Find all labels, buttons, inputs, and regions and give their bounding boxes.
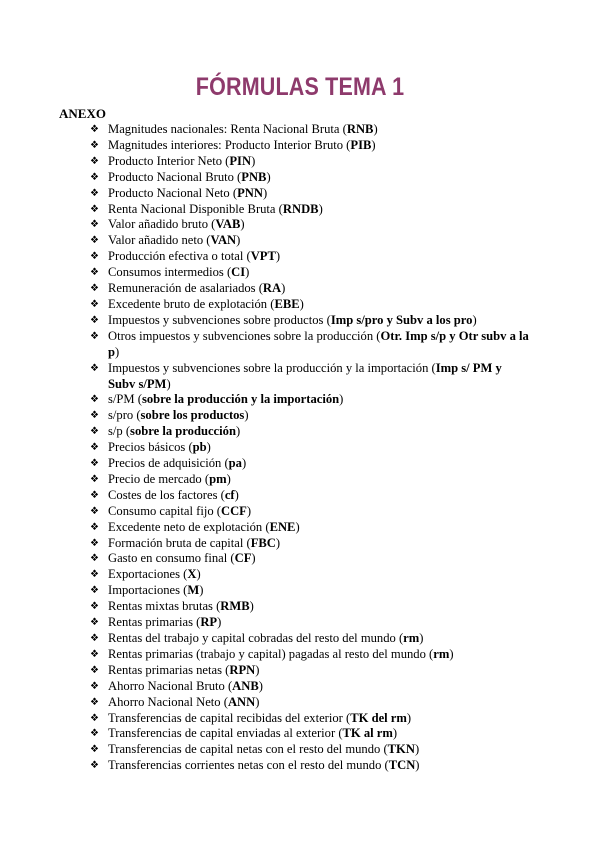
diamond-bullet-icon: ❖ bbox=[90, 585, 99, 597]
diamond-bullet-icon: ❖ bbox=[90, 473, 99, 485]
item-close-paren: ) bbox=[234, 487, 239, 502]
item-abbreviation: ENE bbox=[269, 519, 296, 534]
item-close-paren: ) bbox=[275, 535, 281, 550]
diamond-bullet-icon: ❖ bbox=[90, 362, 99, 374]
diamond-bullet-icon: ❖ bbox=[90, 633, 99, 644]
list-item bbox=[90, 138, 530, 154]
diamond-bullet-icon: ❖ bbox=[90, 298, 99, 310]
item-abbreviation: CF bbox=[234, 551, 252, 566]
item-abbreviation: FBC bbox=[250, 535, 276, 550]
item-text: Otros impuestos y subvenciones sobre la producción ( bbox=[108, 328, 381, 343]
diamond-bullet-icon: ❖ bbox=[90, 617, 99, 629]
item-text: Formación bruta de capital ( bbox=[108, 535, 251, 550]
list-item bbox=[90, 536, 530, 552]
item-close-paren: ) bbox=[275, 249, 281, 264]
item-abbreviation: TCN bbox=[388, 758, 416, 773]
list-item bbox=[90, 281, 530, 297]
item-text: Impuestos y subvenciones sobre la producción y la importación ( bbox=[108, 360, 436, 375]
diamond-bullet-icon: ❖ bbox=[90, 283, 99, 295]
item-text: Rentas primarias netas ( bbox=[108, 662, 230, 677]
list-item bbox=[90, 440, 530, 456]
item-abbreviation: pm bbox=[209, 471, 227, 486]
list-item bbox=[90, 233, 530, 249]
list-item bbox=[90, 758, 530, 774]
list-item bbox=[90, 520, 530, 536]
diamond-bullet-icon: ❖ bbox=[90, 203, 99, 215]
item-close-paren: ) bbox=[245, 265, 250, 280]
list-item bbox=[90, 615, 530, 631]
item-text: Importaciones ( bbox=[108, 583, 188, 598]
list-item bbox=[90, 504, 530, 520]
item-close-paren: ) bbox=[339, 392, 344, 407]
list-item bbox=[90, 361, 530, 393]
item-abbreviation: Otr. Imp s/p y Otr subv a la p bbox=[108, 328, 529, 359]
list-item bbox=[90, 202, 530, 218]
item-abbreviation: pb bbox=[192, 440, 207, 455]
list-item bbox=[90, 297, 530, 313]
list-item bbox=[90, 265, 530, 281]
list-item bbox=[90, 217, 530, 233]
item-abbreviation: TK del rm bbox=[350, 710, 407, 725]
item-text: Magnitudes interiores: Producto Interior Bruto ( bbox=[108, 137, 351, 152]
item-text: s/p ( bbox=[108, 424, 131, 439]
item-text: Producción efectiva o total ( bbox=[108, 249, 251, 264]
item-close-paren: ) bbox=[258, 678, 263, 693]
item-close-paren: ) bbox=[255, 662, 260, 677]
item-text: Impuestos y subvenciones sobre productos ( bbox=[108, 312, 331, 327]
list-item bbox=[90, 122, 530, 138]
list-item bbox=[90, 424, 530, 440]
item-text: Ahorro Nacional Bruto ( bbox=[108, 678, 233, 693]
diamond-bullet-icon: ❖ bbox=[90, 171, 99, 183]
diamond-bullet-icon: ❖ bbox=[90, 712, 99, 724]
list-item bbox=[90, 154, 530, 170]
list-item bbox=[90, 488, 530, 504]
item-abbreviation: RP bbox=[200, 615, 218, 630]
diamond-bullet-icon: ❖ bbox=[90, 569, 99, 581]
item-text: Rentas primarias ( bbox=[108, 615, 201, 630]
diamond-bullet-icon: ❖ bbox=[90, 744, 99, 756]
item-close-paren: ) bbox=[419, 631, 424, 645]
list-item bbox=[90, 392, 530, 408]
item-abbreviation: VPT bbox=[250, 249, 276, 264]
diamond-bullet-icon: ❖ bbox=[90, 124, 99, 135]
item-abbreviation: PNN bbox=[237, 185, 263, 200]
item-text: Consumos intermedios ( bbox=[108, 265, 232, 280]
item-abbreviation: Imp s/ PM y Subv s/PM bbox=[108, 360, 502, 391]
item-text: Producto Nacional Neto ( bbox=[108, 185, 238, 200]
item-text: Exportaciones ( bbox=[108, 567, 188, 582]
diamond-bullet-icon: ❖ bbox=[90, 696, 99, 708]
item-close-paren: ) bbox=[236, 233, 241, 248]
diamond-bullet-icon: ❖ bbox=[90, 728, 99, 740]
item-abbreviation: PNB bbox=[241, 169, 267, 184]
item-text: Ahorro Nacional Neto ( bbox=[108, 694, 228, 709]
item-text: Precio de mercado ( bbox=[108, 471, 210, 486]
item-text: Transferencias de capital recibidas del exterior ( bbox=[108, 710, 351, 725]
diamond-bullet-icon: ❖ bbox=[90, 458, 99, 470]
item-abbreviation: rm bbox=[433, 646, 450, 661]
item-close-paren: ) bbox=[241, 456, 247, 471]
diamond-bullet-icon: ❖ bbox=[90, 442, 99, 454]
item-close-paren: ) bbox=[251, 153, 256, 168]
diamond-bullet-icon: ❖ bbox=[90, 267, 99, 279]
item-close-paren: ) bbox=[166, 376, 171, 391]
list-item bbox=[90, 742, 530, 758]
item-abbreviation: sobre la producción bbox=[130, 424, 236, 439]
item-abbreviation: VAB bbox=[215, 217, 241, 232]
item-abbreviation: TKN bbox=[387, 742, 415, 757]
item-text: s/pro ( bbox=[108, 408, 141, 423]
item-text: Gasto en consumo final ( bbox=[108, 551, 235, 566]
diamond-bullet-icon: ❖ bbox=[90, 648, 99, 660]
item-abbreviation: RNDB bbox=[282, 201, 319, 216]
diamond-bullet-icon: ❖ bbox=[90, 251, 99, 263]
list-item bbox=[90, 551, 530, 567]
item-close-paren: ) bbox=[266, 169, 271, 184]
item-abbreviation: CCF bbox=[220, 503, 247, 518]
item-close-paren: ) bbox=[226, 471, 231, 486]
item-close-paren: ) bbox=[415, 758, 420, 773]
item-close-paren: ) bbox=[414, 742, 420, 757]
item-text: Transferencias de capital netas con el resto del mundo ( bbox=[108, 742, 388, 757]
item-text: Rentas primarias (trabajo y capital) pagadas al resto del mundo ( bbox=[108, 646, 434, 661]
item-text: Producto Interior Neto ( bbox=[108, 153, 230, 168]
item-abbreviation: RA bbox=[262, 281, 282, 296]
item-abbreviation: PIN bbox=[229, 153, 252, 168]
item-close-paren: ) bbox=[240, 217, 245, 232]
item-text: Precios básicos ( bbox=[108, 440, 193, 455]
item-text: Excedente bruto de explotación ( bbox=[108, 296, 275, 311]
item-close-paren: ) bbox=[196, 567, 201, 582]
item-text: Excedente neto de explotación ( bbox=[108, 519, 270, 534]
item-text: Transferencias de capital enviadas al exterior ( bbox=[108, 726, 343, 741]
item-close-paren: ) bbox=[206, 440, 211, 455]
diamond-bullet-icon: ❖ bbox=[90, 553, 99, 565]
item-abbreviation: M bbox=[187, 583, 200, 598]
list-item bbox=[90, 647, 530, 663]
list-item bbox=[90, 329, 530, 361]
list-item bbox=[90, 695, 530, 711]
list-item bbox=[90, 170, 530, 186]
diamond-bullet-icon: ❖ bbox=[90, 537, 99, 549]
item-abbreviation: ANB bbox=[232, 678, 259, 693]
item-close-paren: ) bbox=[199, 583, 204, 598]
diamond-bullet-icon: ❖ bbox=[90, 330, 99, 342]
diamond-bullet-icon: ❖ bbox=[90, 489, 99, 501]
item-close-paren: ) bbox=[472, 312, 477, 327]
diamond-bullet-icon: ❖ bbox=[90, 760, 99, 772]
item-text: Remuneración de asalariados ( bbox=[108, 281, 263, 296]
list-item bbox=[90, 472, 530, 488]
list-item bbox=[90, 313, 530, 329]
item-close-paren: ) bbox=[373, 122, 378, 136]
list-item bbox=[90, 679, 530, 695]
item-text: Costes de los factores ( bbox=[108, 487, 225, 502]
list-item bbox=[90, 599, 530, 615]
list-item bbox=[90, 186, 530, 202]
item-close-paren: ) bbox=[235, 424, 241, 439]
item-abbreviation: X bbox=[187, 567, 197, 582]
diamond-bullet-icon: ❖ bbox=[90, 235, 99, 247]
item-text: Valor añadido neto ( bbox=[108, 233, 211, 248]
diamond-bullet-icon: ❖ bbox=[90, 219, 99, 231]
diamond-bullet-icon: ❖ bbox=[90, 426, 99, 438]
item-abbreviation: PIB bbox=[350, 137, 372, 152]
list-item bbox=[90, 663, 530, 679]
item-close-paren: ) bbox=[295, 519, 300, 534]
item-close-paren: ) bbox=[217, 615, 222, 630]
diamond-bullet-icon: ❖ bbox=[90, 521, 99, 533]
item-text: Rentas del trabajo y capital cobradas del resto del mundo ( bbox=[108, 631, 404, 645]
list-item bbox=[90, 249, 530, 265]
item-text: s/PM ( bbox=[108, 392, 142, 407]
item-close-paren: ) bbox=[406, 710, 412, 725]
list-item bbox=[90, 631, 530, 647]
item-text: Rentas mixtas brutas ( bbox=[108, 599, 221, 614]
item-abbreviation: cf bbox=[224, 487, 235, 502]
item-text: Magnitudes nacionales: Renta Nacional Bruta ( bbox=[108, 122, 347, 136]
section-heading: ANEXO bbox=[59, 106, 106, 121]
item-abbreviation: TK al rm bbox=[342, 726, 393, 741]
item-close-paren: ) bbox=[251, 551, 256, 566]
item-close-paren: ) bbox=[244, 408, 249, 423]
glossary-list bbox=[90, 122, 530, 774]
item-abbreviation: ANN bbox=[227, 694, 256, 709]
diamond-bullet-icon: ❖ bbox=[90, 187, 99, 199]
list-item bbox=[90, 726, 530, 742]
list-item bbox=[90, 583, 530, 599]
item-abbreviation: VAN bbox=[210, 233, 237, 248]
diamond-bullet-icon: ❖ bbox=[90, 505, 99, 517]
diamond-bullet-icon: ❖ bbox=[90, 601, 99, 613]
diamond-bullet-icon: ❖ bbox=[90, 410, 99, 422]
item-close-paren: ) bbox=[115, 344, 120, 359]
item-abbreviation: CI bbox=[231, 265, 246, 280]
item-abbreviation: pa bbox=[228, 456, 242, 471]
list-item bbox=[90, 456, 530, 472]
diamond-bullet-icon: ❖ bbox=[90, 664, 99, 676]
list-item bbox=[90, 408, 530, 424]
item-text: Transferencias corrientes netas con el resto del mundo ( bbox=[108, 758, 389, 773]
item-close-paren: ) bbox=[371, 137, 376, 152]
item-abbreviation: EBE bbox=[274, 296, 300, 311]
item-text: Renta Nacional Disponible Bruta ( bbox=[108, 201, 283, 216]
item-text: Valor añadido bruto ( bbox=[108, 217, 216, 232]
item-abbreviation: RPN bbox=[229, 662, 256, 677]
page-title: FÓRMULAS TEMA 1 bbox=[195, 73, 405, 101]
diamond-bullet-icon: ❖ bbox=[90, 394, 99, 406]
diamond-bullet-icon: ❖ bbox=[90, 680, 99, 692]
item-close-paren: ) bbox=[299, 296, 304, 311]
item-close-paren: ) bbox=[249, 599, 254, 614]
item-abbreviation: RNB bbox=[346, 122, 374, 136]
item-close-paren: ) bbox=[449, 646, 454, 661]
item-text: Consumo capital fijo ( bbox=[108, 503, 221, 518]
item-close-paren: ) bbox=[262, 185, 268, 200]
item-abbreviation: sobre la producción y la importación bbox=[141, 392, 340, 407]
item-abbreviation: sobre los productos bbox=[140, 408, 245, 423]
list-item bbox=[90, 567, 530, 583]
item-close-paren: ) bbox=[281, 281, 286, 296]
item-close-paren: ) bbox=[246, 503, 252, 518]
item-abbreviation: RMB bbox=[220, 599, 250, 614]
item-close-paren: ) bbox=[255, 694, 260, 709]
item-abbreviation: rm bbox=[403, 631, 420, 645]
list-item bbox=[90, 711, 530, 727]
item-close-paren: ) bbox=[318, 201, 323, 216]
diamond-bullet-icon: ❖ bbox=[90, 155, 99, 167]
diamond-bullet-icon: ❖ bbox=[90, 139, 99, 151]
item-text: Producto Nacional Bruto ( bbox=[108, 169, 242, 184]
item-text: Precios de adquisición ( bbox=[108, 456, 229, 471]
item-close-paren: ) bbox=[392, 726, 398, 741]
diamond-bullet-icon: ❖ bbox=[90, 314, 99, 326]
item-abbreviation: Imp s/pro y Subv a los pro bbox=[330, 312, 473, 327]
